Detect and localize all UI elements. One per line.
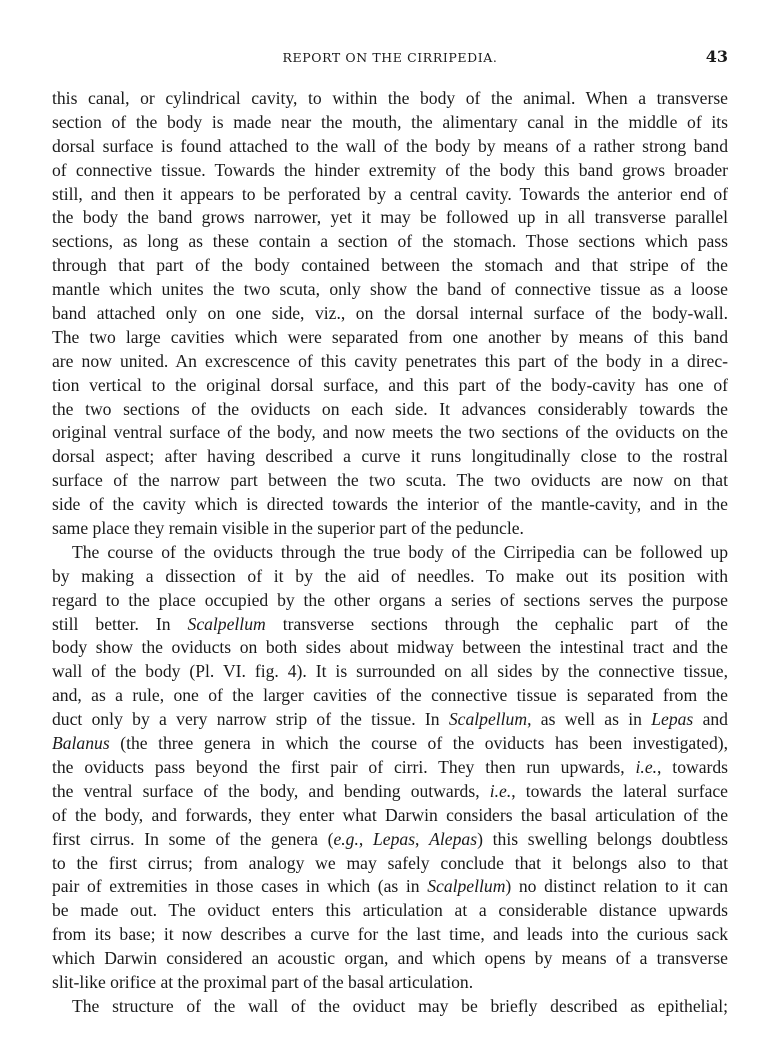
text-line: side of the cavity which is directed towards the interior of the mantle-cavity, and in the <box>52 494 728 515</box>
text-line: to the first cirrus; from analogy we may safely conclude that it belongs also to that <box>52 852 728 873</box>
page-number: 43 <box>705 47 728 66</box>
text-line: be made out. The oviduct enters this articulation at a considerable distance upwards <box>52 900 728 921</box>
text-line: which Darwin considered an acoustic organ, and which opens by means of a transverse <box>52 948 728 969</box>
text-line: the ventral surface of the body, and bending outwards, i.e., towards the lateral surface <box>52 780 728 801</box>
text-line: the body the band grows narrower, yet it may be followed up in all transverse parallel <box>52 207 728 228</box>
text-line: duct only by a very narrow strip of the tissue. In Scalpellum, as well as in Lepas and <box>52 709 728 730</box>
text-line: wall of the body (Pl. VI. fig. 4). It is surrounded on all sides by the connective tissue, <box>52 661 728 682</box>
italic-term: Alepas <box>429 828 478 849</box>
text-line: of the body, and forwards, they enter what Darwin considers the basal articulation of the <box>52 804 728 825</box>
text-line: are now united. An excrescence of this cavity penetrates this part of the body in a direc- <box>52 350 728 371</box>
running-title: REPORT ON THE CIRRIPEDIA. <box>282 50 498 65</box>
text-line: The structure of the wall of the oviduct may be briefly described as epithelial; <box>72 995 728 1016</box>
text-line: section of the body is made near the mouth, the alimentary canal in the middle of its <box>52 111 728 132</box>
paragraph <box>52 541 728 995</box>
text-line: original ventral surface of the body, and now meets the two sections of the oviducts on the <box>52 422 728 443</box>
text-line: pair of extremities in those cases in which (as in Scalpellum) no distinct relation to it can <box>52 876 728 897</box>
italic-term: e.g. <box>333 828 359 849</box>
paragraph <box>52 87 728 541</box>
text-line: dorsal surface is found attached to the wall of the body by means of a rather strong band <box>52 135 728 156</box>
text-line: first cirrus. In some of the genera (e.g., Lepas, Alepas) this swelling belongs doubtless <box>52 828 729 849</box>
text-line: by making a dissection of it by the aid of needles. To make out its position with <box>52 565 728 586</box>
italic-term: Lepas <box>373 828 416 849</box>
text-line: The course of the oviducts through the true body of the Cirripedia can be followed up <box>72 541 728 562</box>
text-line: surface of the narrow part between the two scuta. The two oviducts are now on that <box>52 470 728 491</box>
italic-term: Balanus <box>52 733 110 754</box>
text-line: the oviducts pass beyond the first pair of cirri. They then run upwards, i.e., towards <box>52 756 729 777</box>
text-line: the two sections of the oviducts on each side. It advances considerably towards the <box>52 398 728 419</box>
text-line: from its base; it now describes a curve for the last time, and leads into the curious sack <box>52 924 728 945</box>
text-line: body show the oviducts on both sides about midway between the intestinal tract and the <box>52 637 728 658</box>
text-line: band attached only on one side, viz., on the dorsal internal surface of the body-wall. <box>52 303 728 324</box>
text-line: same place they remain visible in the superior part of the peduncle. <box>52 518 524 539</box>
text-line: of connective tissue. Towards the hinder extremity of the body this band grows broader <box>52 159 728 180</box>
text-line: sections, as long as these contain a section of the stomach. Those sections which pass <box>52 231 728 252</box>
body-text <box>52 87 728 1019</box>
text-line: and, as a rule, one of the larger cavities of the connective tissue is separated from the <box>52 685 728 706</box>
text-line: this canal, or cylindrical cavity, to within the body of the animal. When a transverse <box>52 88 728 108</box>
italic-term: i.e. <box>489 780 512 801</box>
text-line: mantle which unites the two scuta, only show the band of connective tissue as a loose <box>52 279 728 300</box>
running-head <box>52 48 728 68</box>
text-line: still, and then it appears to be perforated by a central cavity. Towards the anterior end of <box>52 183 728 204</box>
paragraph <box>52 995 728 1019</box>
italic-term: Scalpellum <box>448 709 528 730</box>
text-line: regard to the place occupied by the other organs a series of sections serves the purpose <box>52 589 728 610</box>
italic-term: Scalpellum <box>187 613 266 634</box>
italic-term: Lepas <box>651 709 694 730</box>
text-line: still better. In Scalpellum transverse sections through the cephalic part of the <box>52 613 728 634</box>
text-line: slit-like orifice at the proximal part of the basal articulation. <box>52 971 474 992</box>
text-line: dorsal aspect; after having described a curve it runs longitudinally close to the rostral <box>52 446 728 467</box>
text-line: The two large cavities which were separated from one another by means of this band <box>52 326 728 347</box>
italic-term: Scalpellum <box>427 876 506 897</box>
text-line: through that part of the body contained between the stomach and that stripe of the <box>52 255 728 276</box>
text-line: tion vertical to the original dorsal surface, and this part of the body-cavity has one of <box>52 374 728 395</box>
italic-term: i.e. <box>635 756 658 777</box>
text-line: Balanus (the three genera in which the course of the oviducts has been investigated), <box>52 733 728 754</box>
